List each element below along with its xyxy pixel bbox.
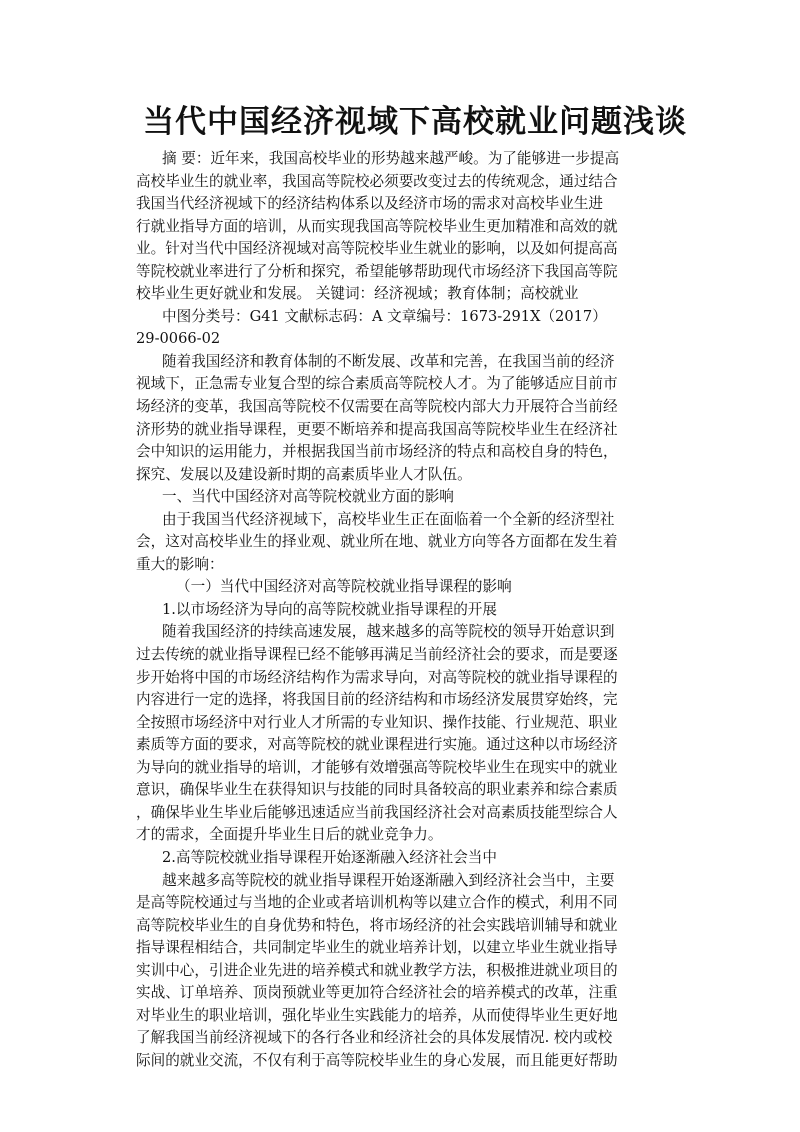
paragraph-line: 过去传统的就业指导课程已经不能够再满足当前经济社会的要求，而是要逐 xyxy=(136,646,618,664)
paragraph-line: 重大的影响： xyxy=(136,555,224,573)
abstract-line: 我国当代经济视域下的经济结构体系以及经济市场的需求对高校毕业生进 xyxy=(136,195,604,213)
paragraph-line: 才的需求，全面提升毕业生日后的就业竞争力。 xyxy=(136,826,443,844)
section-heading: 一、当代中国经济对高等院校就业方面的影响 xyxy=(162,488,454,506)
abstract-keywords-line: 校毕业生更好就业和发展。 关键词：经济视域；教育体制；高校就业 xyxy=(136,285,579,303)
paragraph-line: 越来越多高等院校的就业指导课程开始逐渐融入到经济社会当中，主要 xyxy=(162,871,615,889)
paragraph-line: 际间的就业交流，不仅有利于高等院校毕业生的身心发展，而且能更好帮助 xyxy=(136,1051,618,1069)
abstract-line: 行就业指导方面的培训，从而实现我国高等院校毕业生更加精准和高效的就 xyxy=(136,217,618,235)
classification-line: 中图分类号：G41 文献标志码：A 文章编号：1673-291X（2017） xyxy=(162,307,607,325)
paragraph-line: 内容进行一定的选择，将我国目前的经济结构和市场经济发展贯穿始终，完 xyxy=(136,691,618,709)
paragraph-line: 视域下，正急需专业复合型的综合素质高等院校人才。为了能够适应目前市 xyxy=(136,375,618,393)
paragraph-line: 会中知识的运用能力，并根据我国当前市场经济的特点和高校自身的特色， xyxy=(136,443,618,461)
paragraph-line: 济形势的就业指导课程，更要不断培养和提高我国高等院校毕业生在经济社 xyxy=(136,420,618,438)
paragraph-line: 实战、订单培养、顶岗预就业等更加符合经济社会的培养模式的改革，注重 xyxy=(136,984,618,1002)
paragraph-line: 全按照市场经济中对行业人才所需的专业知识、操作技能、行业规范、职业 xyxy=(136,713,618,731)
classification-line: 29-0066-02 xyxy=(136,330,221,348)
subsection-heading: 1.以市场经济为导向的高等院校就业指导课程的开展 xyxy=(162,600,497,618)
paragraph-line: 对毕业生的职业培训，强化毕业生实践能力的培养，从而使得毕业生更好地 xyxy=(136,1006,618,1024)
paragraph-line: 随着我国经济和教育体制的不断发展、改革和完善，在我国当前的经济 xyxy=(162,352,615,370)
abstract-line: 业。针对当代中国经济视域对高等院校毕业生就业的影响，以及如何提高高 xyxy=(136,240,618,258)
paragraph-line: 由于我国当代经济视域下，高校毕业生正在面临着一个全新的经济型社 xyxy=(162,510,615,528)
paragraph-line: 随着我国经济的持续高速发展，越来越多的高等院校的领导开始意识到 xyxy=(162,623,615,641)
paragraph-line: 素质等方面的要求，对高等院校的就业课程进行实施。通过这种以市场经济 xyxy=(136,736,618,754)
abstract-line: 高校毕业生的就业率，我国高等院校必须要改变过去的传统观念，通过结合 xyxy=(136,172,618,190)
paragraph-line: 了解我国当前经济视域下的各行各业和经济社会的具体发展情况. 校内或校 xyxy=(136,1029,613,1047)
paragraph-line: 步开始将中国的市场经济结构作为需求导向，对高等院校的就业指导课程的 xyxy=(136,668,618,686)
paragraph-line: 高等院校毕业生的自身优势和特色，将市场经济的社会实践培训辅导和就业 xyxy=(136,916,618,934)
paragraph-line: 为导向的就业指导的培训，才能够有效增强高等院校毕业生在现实中的就业 xyxy=(136,758,618,776)
subsection-heading: 2.高等院校就业指导课程开始逐渐融入经济社会当中 xyxy=(162,848,497,866)
paragraph-line: 指导课程相结合，共同制定毕业生的就业培养计划，以建立毕业生就业指导 xyxy=(136,939,618,957)
article-title: 当代中国经济视域下高校就业问题浅谈 xyxy=(143,104,687,140)
paragraph-line: 场经济的变革，我国高等院校不仅需要在高等院校内部大力开展符合当前经 xyxy=(136,398,618,416)
paragraph-line: 会，这对高校毕业生的择业观、就业所在地、就业方向等各方面都在发生着 xyxy=(136,533,618,551)
paragraph-line: 是高等院校通过与当地的企业或者培训机构等以建立合作的模式，利用不同 xyxy=(136,894,618,912)
article-body xyxy=(136,148,672,1072)
subsection-heading: （一）当代中国经济对高等院校就业指导课程的影响 xyxy=(176,578,512,596)
abstract-line: 等院校就业率进行了分析和探究，希望能够帮助现代市场经济下我国高等院 xyxy=(136,262,618,280)
paragraph-line: 实训中心，引进企业先进的培养模式和就业教学方法，积极推进就业项目的 xyxy=(136,961,618,979)
paragraph-line: ，确保毕业生毕业后能够迅速适应当前我国经济社会对高素质技能型综合人 xyxy=(136,803,618,821)
paragraph-line: 探究、发展以及建设新时期的高素质毕业人才队伍。 xyxy=(136,465,472,483)
abstract-line: 摘 要：近年来，我国高校毕业的形势越来越严峻。为了能够进一步提高 xyxy=(162,150,620,167)
paragraph-line: 意识，确保毕业生在获得知识与技能的同时具备较高的职业素养和综合素质 xyxy=(136,781,618,799)
